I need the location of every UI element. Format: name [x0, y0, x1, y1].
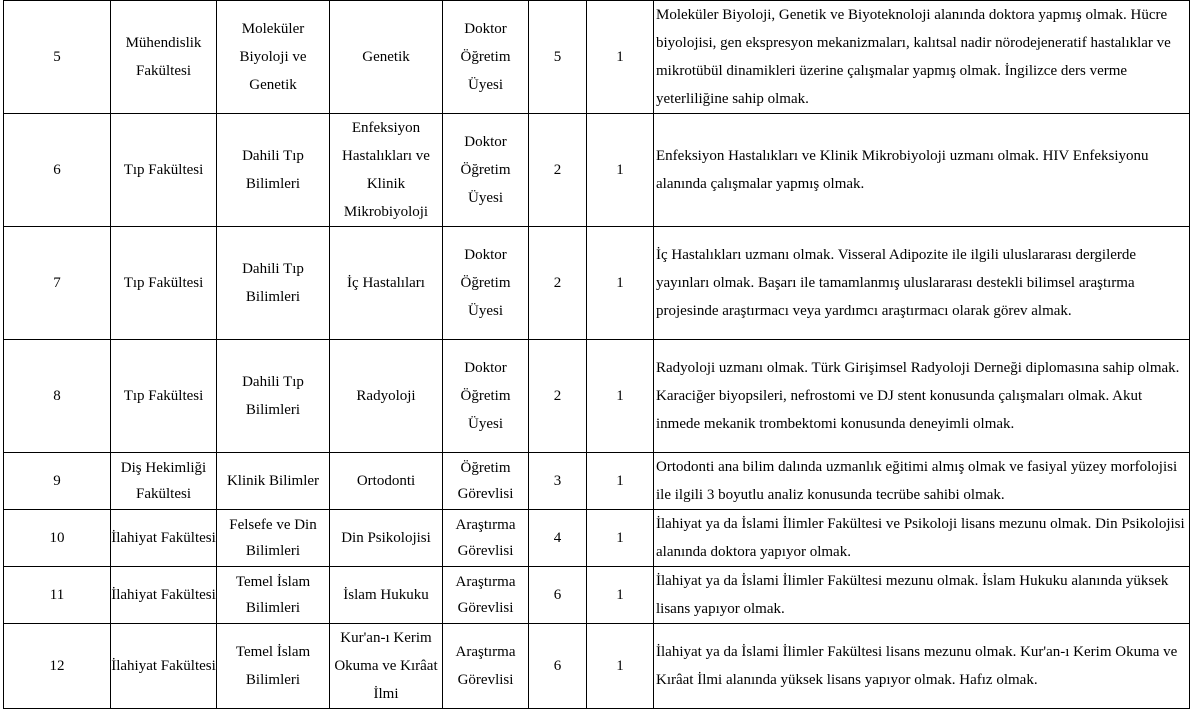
- department-cell: Dahili Tıp Bilimleri: [217, 340, 330, 453]
- department-cell: Klinik Bilimler: [217, 453, 330, 510]
- count-cell: 1: [587, 567, 654, 624]
- field-cell: Din Psikolojisi: [330, 510, 443, 567]
- field-cell: Enfeksiyon Hastalıkları ve Klinik Mikrobiyoloji: [330, 114, 443, 227]
- faculty-cell: Tıp Fakültesi: [111, 114, 217, 227]
- field-cell: İslam Hukuku: [330, 567, 443, 624]
- row-number: 7: [4, 227, 111, 340]
- requirements-cell: İç Hastalıkları uzmanı olmak. Visseral Adipozite ile ilgili uluslararası dergilerde yayınları olmak. Başarı ile tamamlanmış uluslararası destekli bilimsel araştırma projesinde araştırmacı veya yardımcı araştırmacı olarak görev almak.: [654, 227, 1190, 340]
- count-cell: 1: [587, 227, 654, 340]
- department-cell: Felsefe ve Din Bilimleri: [217, 510, 330, 567]
- requirements-cell: Radyoloji uzmanı olmak. Türk Girişimsel Radyoloji Derneği diplomasına sahip olmak. Karaciğer biyopsileri, nefrostomi ve DJ stent konusunda çalışmaları olmak. Akut inmede mekanik trombektomi konusunda deneyimli olmak.: [654, 340, 1190, 453]
- faculty-cell: Tıp Fakültesi: [111, 227, 217, 340]
- degree-cell: 6: [529, 624, 587, 709]
- requirements-cell: Enfeksiyon Hastalıkları ve Klinik Mikrobiyoloji uzmanı olmak. HIV Enfeksiyonu alanında çalışmalar yapmış olmak.: [654, 114, 1190, 227]
- count-cell: 1: [587, 114, 654, 227]
- faculty-cell: İlahiyat Fakültesi: [111, 510, 217, 567]
- department-cell: Dahili Tıp Bilimleri: [217, 114, 330, 227]
- faculty-cell: Mühendislik Fakültesi: [111, 1, 217, 114]
- title-cell: Doktor Öğretim Üyesi: [443, 1, 529, 114]
- degree-cell: 2: [529, 340, 587, 453]
- row-number: 11: [4, 567, 111, 624]
- requirements-cell: İlahiyat ya da İslami İlimler Fakültesi ve Psikoloji lisans mezunu olmak. Din Psikolojisi alanında doktora yapıyor olmak.: [654, 510, 1190, 567]
- department-cell: Temel İslam Bilimleri: [217, 567, 330, 624]
- degree-cell: 2: [529, 114, 587, 227]
- count-cell: 1: [587, 510, 654, 567]
- department-cell: Temel İslam Bilimleri: [217, 624, 330, 709]
- title-cell: Doktor Öğretim Üyesi: [443, 340, 529, 453]
- field-cell: Ortodonti: [330, 453, 443, 510]
- table-row: [4, 567, 1190, 624]
- field-cell: Genetik: [330, 1, 443, 114]
- count-cell: 1: [587, 624, 654, 709]
- title-cell: Araştırma Görevlisi: [443, 567, 529, 624]
- title-cell: Doktor Öğretim Üyesi: [443, 114, 529, 227]
- faculty-cell: İlahiyat Fakültesi: [111, 624, 217, 709]
- field-cell: Radyoloji: [330, 340, 443, 453]
- degree-cell: 5: [529, 1, 587, 114]
- title-cell: Öğretim Görevlisi: [443, 453, 529, 510]
- faculty-cell: Diş Hekimliği Fakültesi: [111, 453, 217, 510]
- table-row: [4, 624, 1190, 709]
- requirements-cell: İlahiyat ya da İslami İlimler Fakültesi lisans mezunu olmak. Kur'an-ı Kerim Okuma ve Kırâat İlmi alanında yüksek lisans yapıyor olmak. Hafız olmak.: [654, 624, 1190, 709]
- row-number: 12: [4, 624, 111, 709]
- row-number: 9: [4, 453, 111, 510]
- degree-cell: 2: [529, 227, 587, 340]
- count-cell: 1: [587, 340, 654, 453]
- table-row: [4, 227, 1190, 340]
- title-cell: Doktor Öğretim Üyesi: [443, 227, 529, 340]
- table-row: [4, 340, 1190, 453]
- faculty-cell: Tıp Fakültesi: [111, 340, 217, 453]
- title-cell: Araştırma Görevlisi: [443, 624, 529, 709]
- table-row: [4, 114, 1190, 227]
- position-table: [3, 0, 1190, 709]
- field-cell: Kur'an-ı Kerim Okuma ve Kırâat İlmi: [330, 624, 443, 709]
- table-row: [4, 510, 1190, 567]
- row-number: 5: [4, 1, 111, 114]
- table-row: [4, 1, 1190, 114]
- department-cell: Moleküler Biyoloji ve Genetik: [217, 1, 330, 114]
- table-row: [4, 453, 1190, 510]
- faculty-cell: İlahiyat Fakültesi: [111, 567, 217, 624]
- count-cell: 1: [587, 453, 654, 510]
- requirements-cell: İlahiyat ya da İslami İlimler Fakültesi mezunu olmak. İslam Hukuku alanında yüksek lisans yapıyor olmak.: [654, 567, 1190, 624]
- field-cell: İç Hastalıları: [330, 227, 443, 340]
- row-number: 10: [4, 510, 111, 567]
- requirements-cell: Moleküler Biyoloji, Genetik ve Biyoteknoloji alanında doktora yapmış olmak. Hücre biyolojisi, gen ekspresyon mekanizmaları, kalıtsal nadir nörodejeneratif hastalıklar ve mikrotübül dinamikleri üzerine çalışmalar yapmış olmak. İngilizce ders verme yeterliliğine sahip olmak.: [654, 1, 1190, 114]
- count-cell: 1: [587, 1, 654, 114]
- row-number: 6: [4, 114, 111, 227]
- degree-cell: 6: [529, 567, 587, 624]
- degree-cell: 3: [529, 453, 587, 510]
- department-cell: Dahili Tıp Bilimleri: [217, 227, 330, 340]
- degree-cell: 4: [529, 510, 587, 567]
- title-cell: Araştırma Görevlisi: [443, 510, 529, 567]
- row-number: 8: [4, 340, 111, 453]
- requirements-cell: Ortodonti ana bilim dalında uzmanlık eğitimi almış olmak ve fasiyal yüzey morfolojisi ile ilgili 3 boyutlu analiz konusunda tecrübe sahibi olmak.: [654, 453, 1190, 510]
